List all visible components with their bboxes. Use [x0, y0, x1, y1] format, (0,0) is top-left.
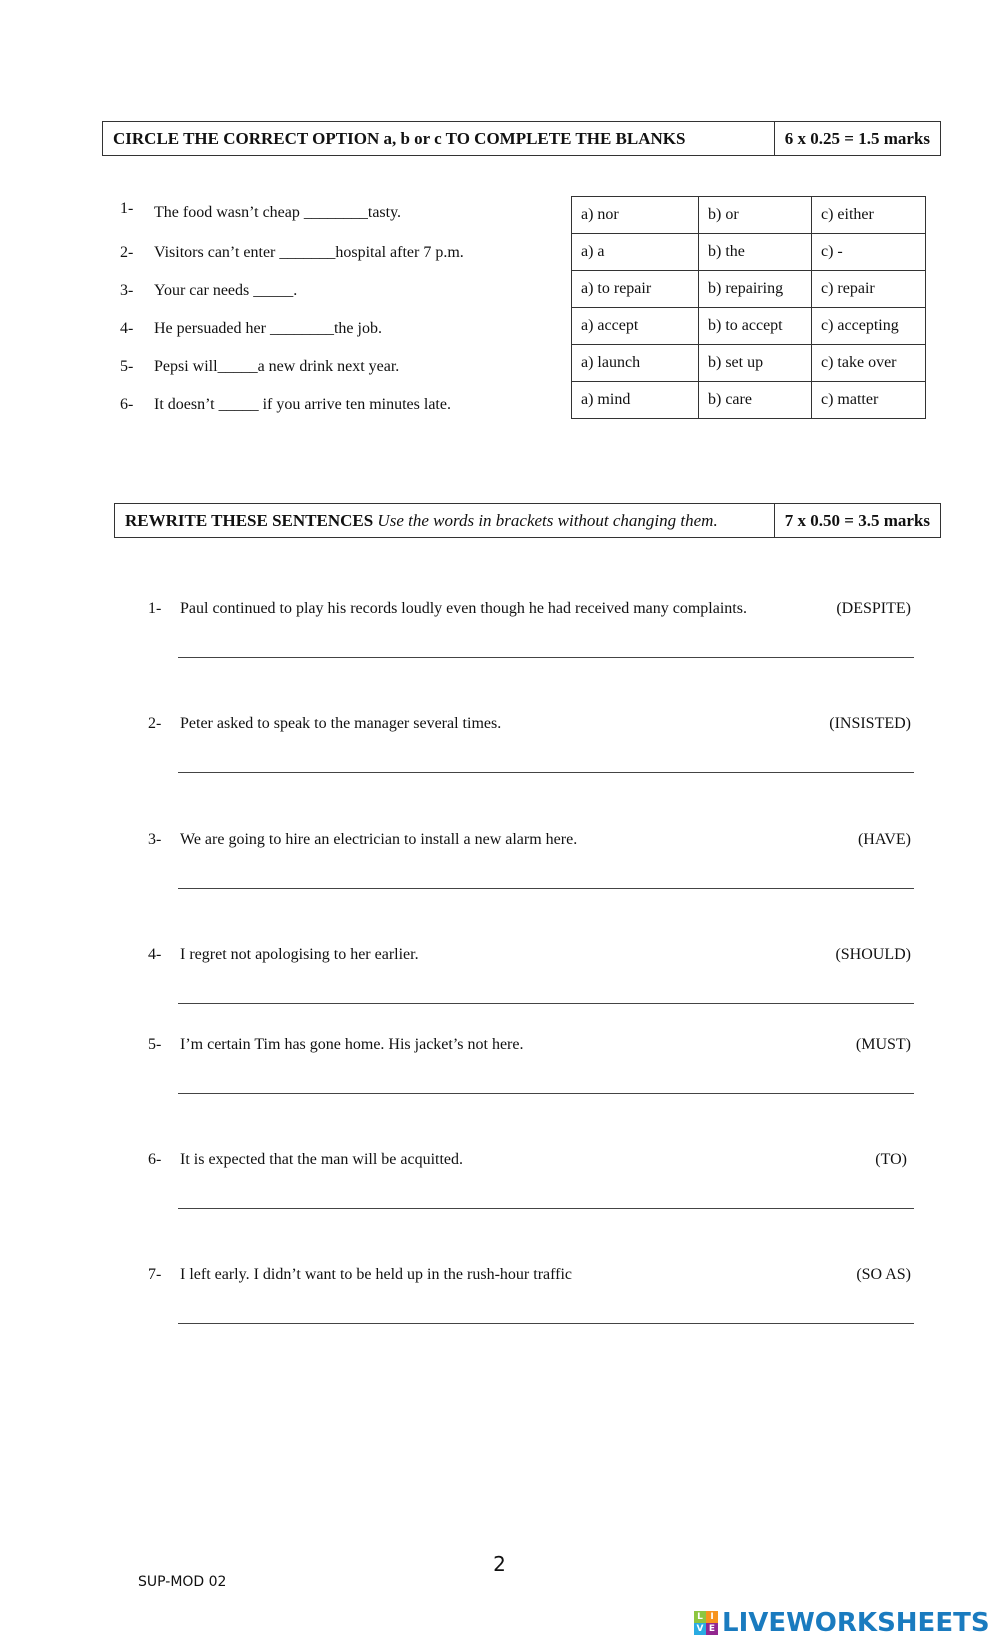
logo-letter: L: [694, 1611, 706, 1623]
item-number: 3-: [148, 831, 162, 848]
logo-letter: I: [706, 1611, 718, 1623]
options-row: [572, 382, 926, 419]
options-row: [572, 234, 926, 271]
answer-line[interactable]: [178, 1323, 914, 1324]
item-keyword: (MUST): [855, 1036, 911, 1053]
options-row: [572, 308, 926, 345]
option-a[interactable]: a) to repair: [572, 271, 699, 308]
answer-line[interactable]: [178, 888, 914, 889]
options-row: [572, 271, 926, 308]
option-b[interactable]: b) to accept: [699, 308, 812, 345]
section1-title: CIRCLE THE CORRECT OPTION a, b or c TO COMPLETE THE BLANKS: [113, 128, 686, 148]
section2-title: [115, 504, 774, 537]
question-text: Pepsi will_____a new drink next year.: [154, 358, 400, 375]
item-sentence: I’m certain Tim has gone home. His jacket’s not here.: [180, 1036, 524, 1053]
options-row: [572, 345, 926, 382]
question-number: 3-: [120, 282, 134, 299]
answer-line[interactable]: [178, 1003, 914, 1004]
footer-code: SUP-MOD 02: [138, 1574, 227, 1590]
item-number: 4-: [148, 946, 162, 963]
question-number: 2-: [120, 244, 134, 261]
section2-marks: 7 x 0.50 = 3.5 marks: [774, 504, 940, 537]
question-number: 6-: [120, 396, 134, 413]
option-b[interactable]: b) set up: [699, 345, 812, 382]
option-b[interactable]: b) care: [699, 382, 812, 419]
question-6: [120, 396, 451, 414]
options-table: [571, 196, 926, 419]
question-number: 5-: [120, 358, 134, 375]
option-b[interactable]: b) the: [699, 234, 812, 271]
question-number: 1-: [120, 200, 134, 217]
item-keyword: (HAVE): [857, 831, 911, 848]
answer-line[interactable]: [178, 1093, 914, 1094]
item-keyword: (SHOULD): [835, 946, 911, 963]
section2-header: [114, 503, 941, 538]
liveworksheets-brand: [694, 1608, 990, 1638]
item-sentence: Paul continued to play his records loudly even though he had received many complaints.: [180, 600, 747, 617]
option-b[interactable]: b) repairing: [699, 271, 812, 308]
question-number: 4-: [120, 320, 134, 337]
item-sentence: I regret not apologising to her earlier.: [180, 946, 419, 963]
page-number: 2: [493, 1552, 506, 1576]
item-number: 5-: [148, 1036, 162, 1053]
question-text: He persuaded her ________the job.: [154, 320, 382, 337]
question-text: Visitors can’t enter _______hospital after 7 p.m.: [154, 244, 464, 261]
option-c[interactable]: c) either: [812, 197, 926, 234]
options-row: [572, 197, 926, 234]
item-sentence: Peter asked to speak to the manager several times.: [180, 715, 502, 732]
question-text: It doesn’t _____ if you arrive ten minutes late.: [154, 396, 451, 413]
question-2: [120, 244, 464, 262]
option-a[interactable]: a) mind: [572, 382, 699, 419]
item-number: 7-: [148, 1266, 162, 1283]
option-a[interactable]: a) accept: [572, 308, 699, 345]
option-a[interactable]: a) a: [572, 234, 699, 271]
logo-letter: E: [706, 1623, 718, 1635]
item-number: 2-: [148, 715, 162, 732]
option-c[interactable]: c) take over: [812, 345, 926, 382]
question-3: [120, 282, 297, 300]
question-4: [120, 320, 382, 338]
item-keyword: (SO AS): [856, 1266, 911, 1283]
question-text: Your car needs _____.: [154, 282, 298, 299]
item-number: 6-: [148, 1151, 162, 1168]
logo-letter: V: [694, 1623, 706, 1635]
item-keyword: (TO): [875, 1151, 907, 1168]
question-1: [120, 200, 402, 222]
option-c[interactable]: c) -: [812, 234, 926, 271]
section2-title-italic: Use the words in brackets without changing them.: [377, 510, 718, 530]
item-keyword: (DESPITE): [836, 600, 911, 617]
option-b[interactable]: b) or: [699, 197, 812, 234]
item-number: 1-: [148, 600, 162, 617]
liveworksheets-logo-icon: [694, 1611, 718, 1635]
section1-header: [102, 121, 941, 156]
answer-line[interactable]: [178, 657, 914, 658]
option-c[interactable]: c) accepting: [812, 308, 926, 345]
question-5: [120, 358, 399, 376]
item-sentence: It is expected that the man will be acquitted.: [180, 1151, 464, 1168]
option-c[interactable]: c) matter: [812, 382, 926, 419]
brand-name: LIVEWORKSHEETS: [722, 1608, 990, 1638]
section1-marks: 6 x 0.25 = 1.5 marks: [774, 122, 940, 155]
answer-line[interactable]: [178, 772, 914, 773]
option-c[interactable]: c) repair: [812, 271, 926, 308]
item-sentence: We are going to hire an electrician to install a new alarm here.: [180, 831, 578, 848]
section2-title-bold: REWRITE THESE SENTENCES: [125, 510, 374, 530]
answer-line[interactable]: [178, 1208, 914, 1209]
question-text: The food wasn’t cheap ________tasty.: [154, 204, 402, 221]
item-keyword: (INSISTED): [829, 715, 911, 732]
option-a[interactable]: a) nor: [572, 197, 699, 234]
item-sentence: I left early. I didn’t want to be held up in the rush-hour traffic: [180, 1266, 573, 1283]
option-a[interactable]: a) launch: [572, 345, 699, 382]
